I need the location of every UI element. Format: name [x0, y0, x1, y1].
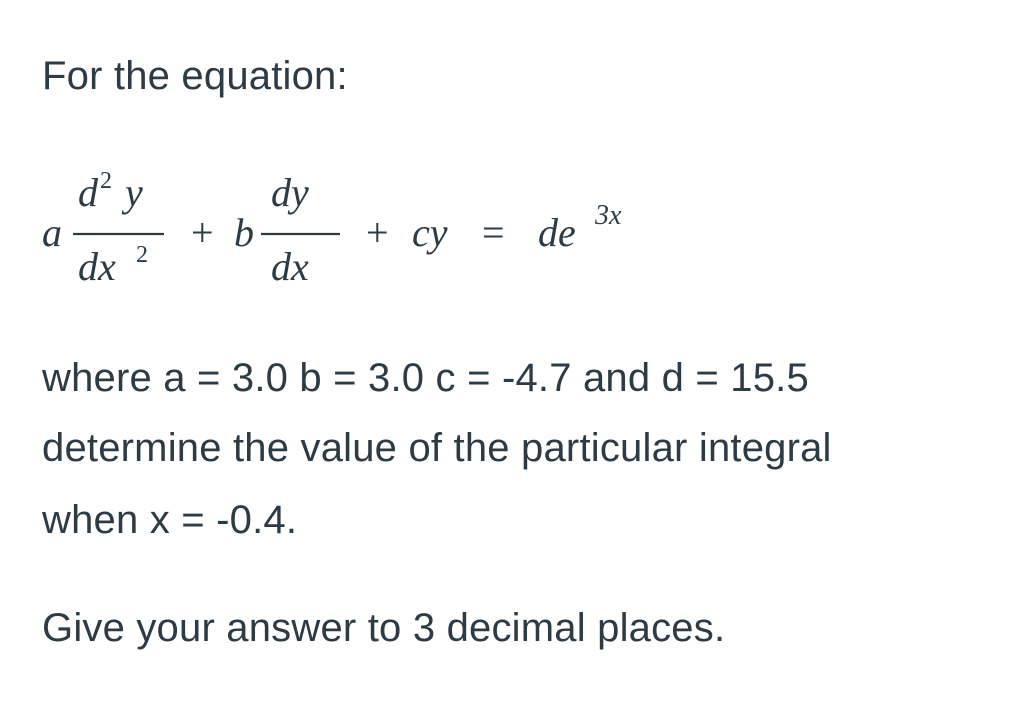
rhs-exponent: 3x — [595, 200, 622, 231]
frac2-num: dy — [271, 170, 309, 215]
frac1-num-exp: 2 — [100, 168, 112, 194]
when-text: when x = -0.4. — [42, 498, 298, 542]
frac2-den: dx — [271, 244, 309, 289]
frac1-num-d: d — [78, 170, 98, 215]
task-text: determine the value of the particular integral — [42, 426, 832, 470]
equals-sign: = — [482, 210, 505, 255]
coef-a: a — [42, 210, 62, 255]
rhs-base: de — [538, 210, 576, 255]
parameters-text: where a = 3.0 b = 3.0 c = -4.7 and d = 15.5 — [42, 356, 809, 400]
plus-sign-1: + — [191, 210, 214, 255]
answer-instruction: Give your answer to 3 decimal places. — [42, 606, 726, 650]
equation-svg — [40, 166, 680, 298]
intro-text: For the equation: — [42, 54, 348, 98]
coef-b: b — [234, 210, 254, 255]
frac1-den-exp: 2 — [136, 242, 148, 268]
differential-equation — [40, 166, 680, 298]
term-cy: cy — [412, 210, 448, 255]
frac1-den-dx: dx — [78, 244, 116, 289]
plus-sign-2: + — [366, 210, 389, 255]
frac1-num-y: y — [125, 170, 143, 215]
